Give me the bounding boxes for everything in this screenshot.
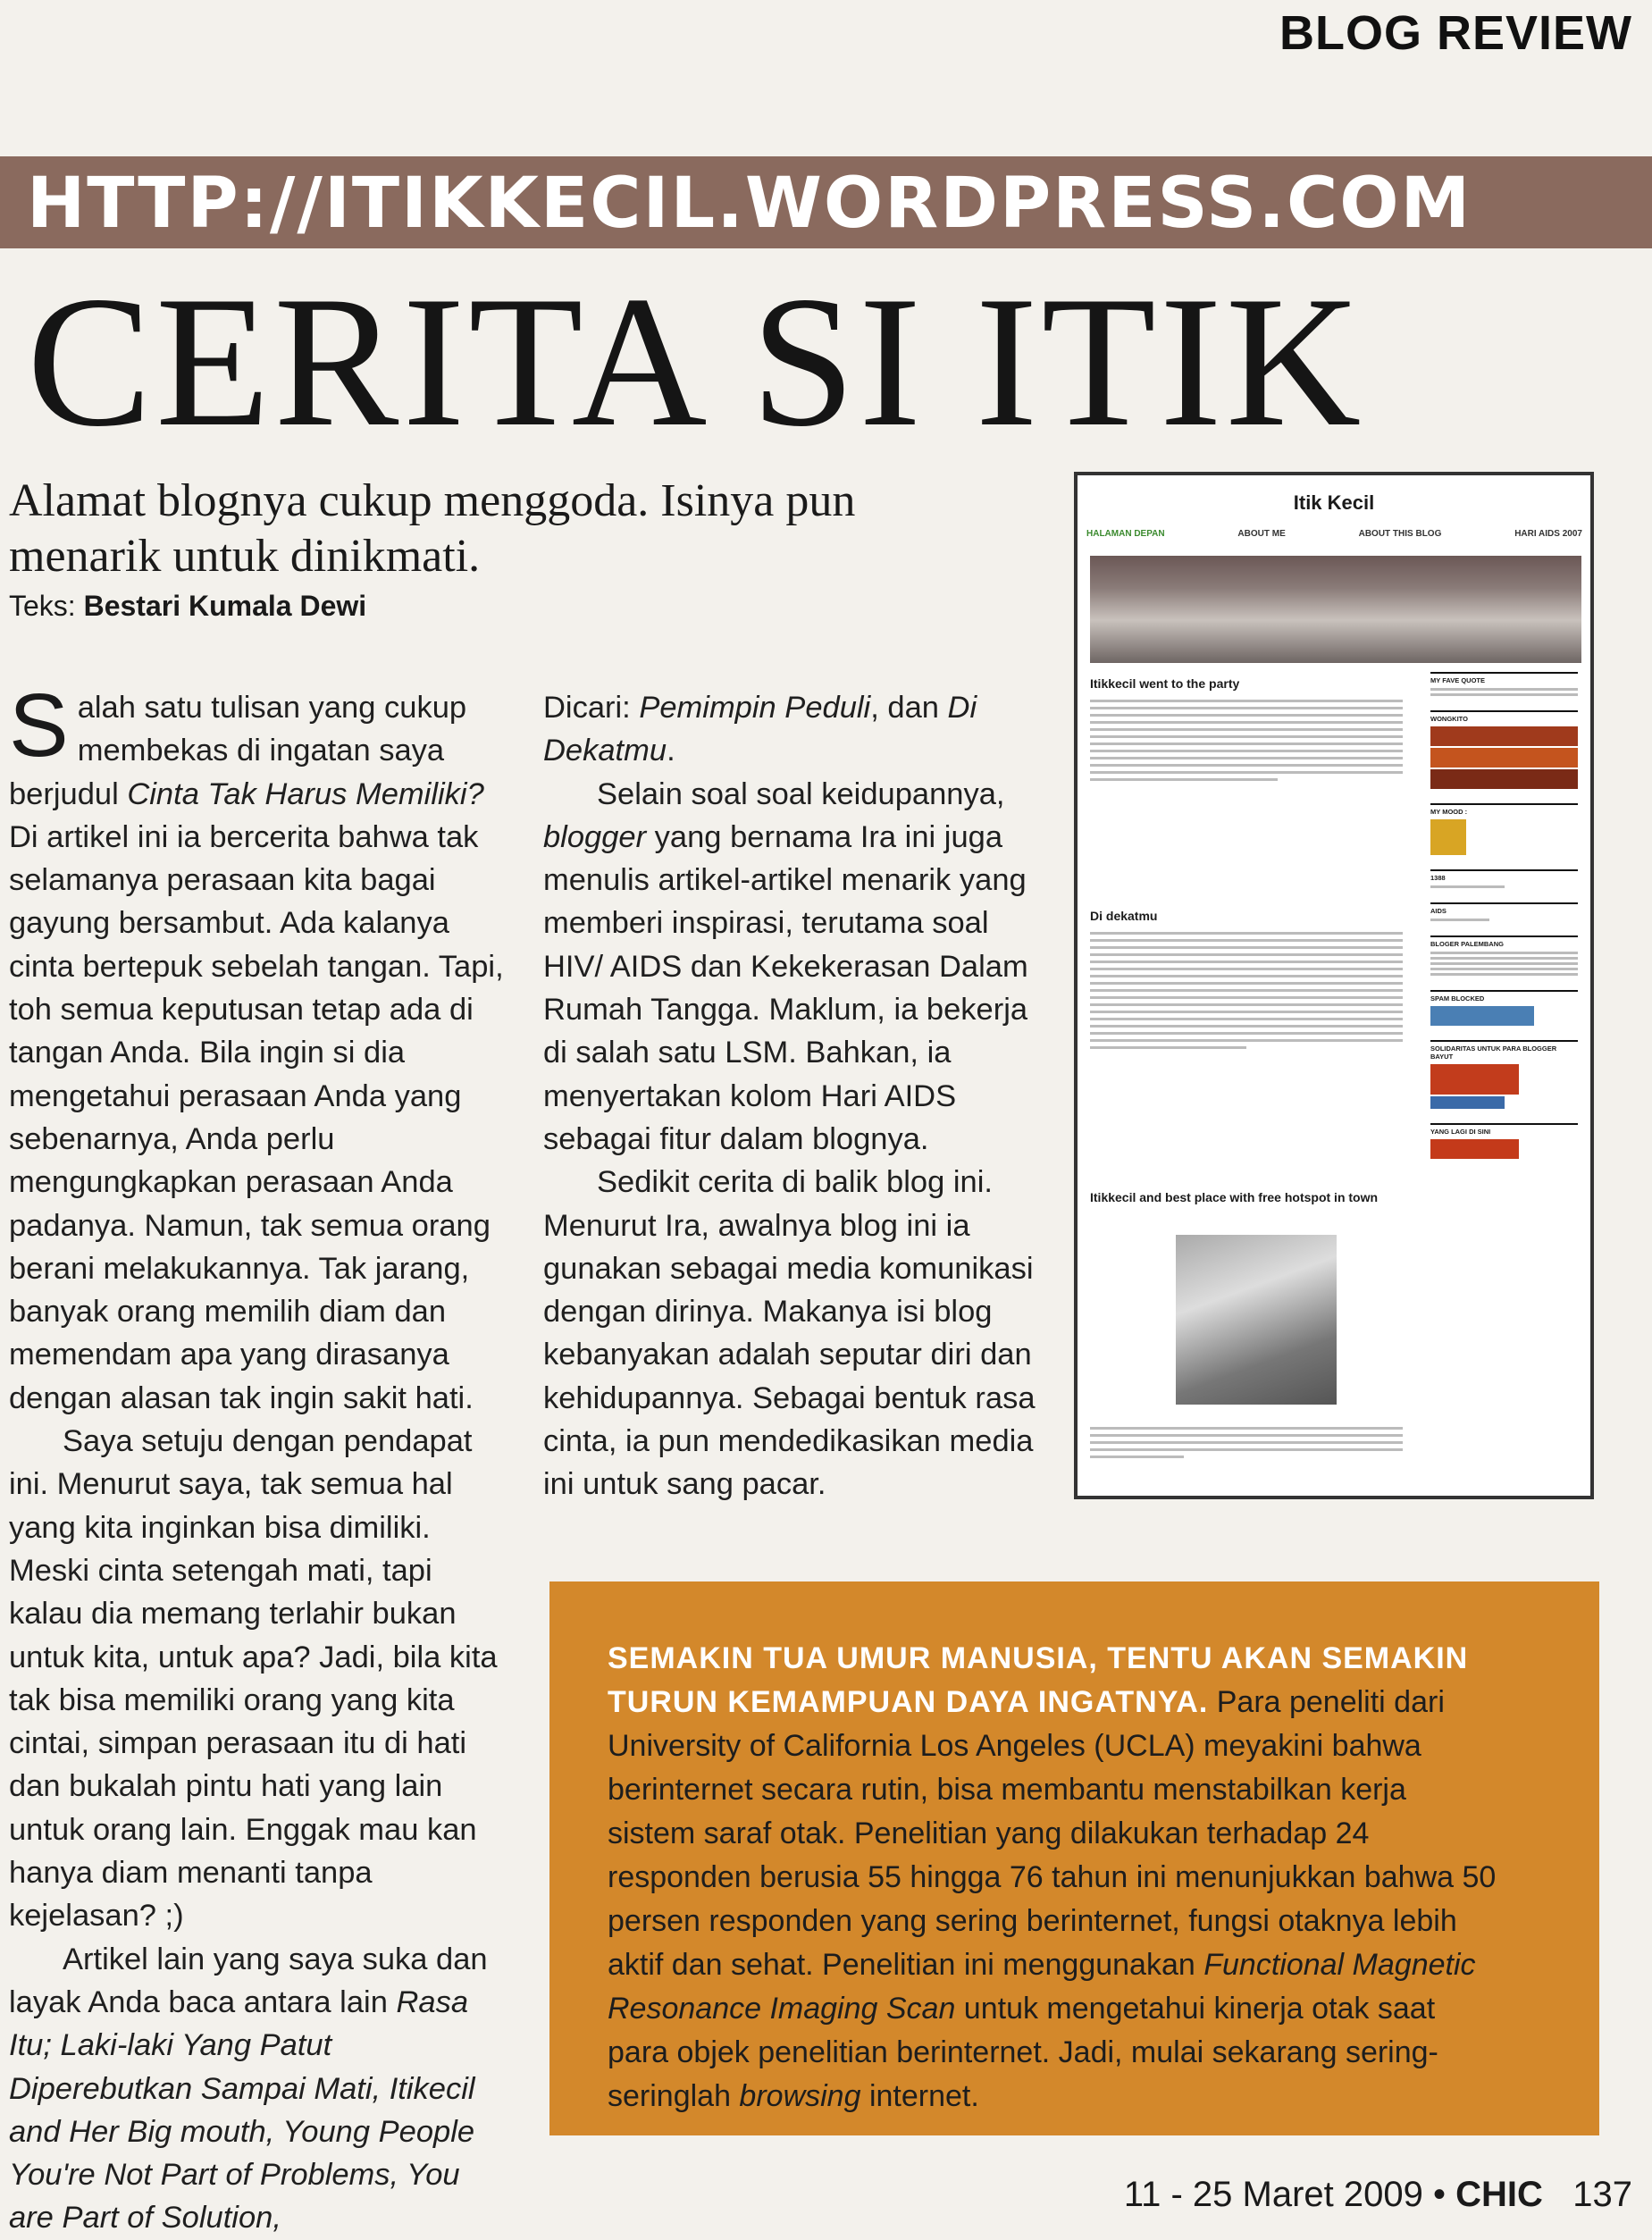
- sidebar-widget: MY FAVE QUOTE: [1430, 672, 1578, 696]
- blog-header-image: [1090, 556, 1581, 663]
- byline-author: Bestari Kumala Dewi: [83, 590, 367, 622]
- blog-nav: [1086, 529, 1582, 549]
- blog-screenshot: [1074, 472, 1594, 1499]
- blog-post: [1090, 676, 1403, 785]
- article-paragraph: Salah satu tulisan yang cukup membekas di ingatan saya berjudul Cinta Tak Harus Memiliki? Di artikel ini ia bercerita bahwa tak selamanya perasaan kita bagai gayung bersambut. Ada kalanya cinta bertepuk sebelah tangan. Tapi, toh semua keputusan tetap ada di tangan Anda. Bila ingin si dia mengetahui perasaan Anda yang sebenarnya, Anda perlu mengungkapkan perasaan Anda padanya. Namun, tak semua orang berani melakukannya. Tak jarang, banyak orang memilih diam dan memendam apa yang dirasanya dengan alasan tak ingin sakit hati.: [9, 675, 504, 1415]
- blog-post-title: Di dekatmu: [1090, 909, 1158, 923]
- sidebar-widget: YANG LAGI DI SINI: [1430, 1123, 1578, 1159]
- blog-post-title: Itikkecil went to the party: [1090, 676, 1240, 691]
- blog-sidebar: [1430, 672, 1578, 1173]
- page-number: 137: [1572, 2175, 1632, 2214]
- article-paragraph: Artikel lain yang saya suka dan layak Anda baca antara lain Rasa Itu; Laki-laki Yang Patut Diperebutkan Sampai Mati, Itikecil and Her Big mouth, Young People You're Not Part of Problems, You are Part of Solution,: [9, 1942, 488, 2236]
- blog-post-excerpt: [1090, 1418, 1403, 1463]
- article-paragraph: Selain soal soal keidupannya, blogger yang bernama Ira ini juga menulis artikel-artikel menarik yang memberi inspirasi, terutama soal HIV/ AIDS dan Kekekerasan Dalam Rumah Tangga. Maklum, ia bekerja di salah satu LSM. Bahkan, ia menyertakan kolom Hari AIDS sebagai fitur dalam blognya.: [543, 776, 1028, 1156]
- page-footer: [1124, 2175, 1632, 2215]
- article-paragraph: Saya setuju dengan pendapat ini. Menurut saya, tak semua hal yang kita inginkan bisa dimiliki. Meski cinta setengah mati, tapi kalau dia memang terlahir bukan untuk kita, untuk apa? Jadi, bila kita tak bisa memiliki orang yang kita cintai, simpan perasaan itu di hati dan bukalah pintu hati yang lain untuk orang lain. Enggak mau kan hanya diam menanti tanpa kejelasan? ;): [9, 1424, 498, 1934]
- sidebar-widget: 1388: [1430, 869, 1578, 888]
- dropcap: S: [9, 675, 69, 776]
- info-callout-text: SEMAKIN TUA UMUR MANUSIA, TENTU AKAN SEMAKIN TURUN KEMAMPUAN DAYA INGATNYA. Para peneliti dari University of California Los Angeles (UCLA) meyakini bahwa berinternet secara rutin, bisa membantu menstabilkan kerja sistem saraf otak. Penelitian yang dilakukan terhadap 24 responden berusia 55 hingga 76 tahun ini menunjukkan bahwa 50 persen responden yang sering berinternet, fungsi otaknya lebih aktif dan sehat. Penelitian ini menggunakan Functional Magnetic Resonance Imaging Scan untuk mengetahui kinerja otak saat para objek penelitian berinternet. Jadi, mulai sekarang sering-seringlah browsing internet.: [608, 1641, 1497, 2113]
- blog-post: [1090, 909, 1403, 1053]
- section-label: BLOG REVIEW: [1279, 6, 1632, 60]
- blog-nav-item: HALAMAN DEPAN: [1086, 529, 1165, 539]
- issue-date: 11 - 25 Maret 2009 •: [1123, 2175, 1446, 2214]
- blog-post-photo: [1176, 1235, 1337, 1405]
- magazine-brand: CHIC: [1455, 2175, 1543, 2214]
- sidebar-widget: BLOGER PALEMBANG: [1430, 935, 1578, 976]
- subtitle: Alamat blognya cukup menggoda. Isinya pun menarik untuk dinikmati.: [9, 475, 856, 582]
- callout-lead: SEMAKIN TUA UMUR MANUSIA, TENTU AKAN SEMAKIN TURUN KEMAMPUAN DAYA INGATNYA.: [608, 1641, 1469, 1719]
- blog-nav-item: HARI AIDS 2007: [1514, 529, 1582, 539]
- sidebar-widget: WONGKITO: [1430, 710, 1578, 789]
- background-bleed-banner: [0, 0, 1251, 134]
- byline-prefix: Teks:: [9, 590, 76, 622]
- blog-nav-item: ABOUT THIS BLOG: [1358, 529, 1442, 539]
- article-column-2: [543, 686, 1044, 1506]
- blog-post-title: Itikkecil and best place with free hotspot in town: [1090, 1190, 1379, 1204]
- article-paragraph: Sedikit cerita di balik blog ini. Menurut Ira, awalnya blog ini ia gunakan sebagai media komunikasi dengan dirinya. Makanya isi blog kebanyakan adalah seputar diri dan kehidupannya. Sebagai bentuk rasa cinta, ia pun mendedikasikan media ini untuk sang pacar.: [543, 1165, 1036, 1502]
- byline: [9, 590, 366, 623]
- background-bleed-footer: [0, 2180, 197, 2227]
- sidebar-widget: MY MOOD :: [1430, 803, 1578, 855]
- sidebar-widget: SPAM BLOCKED: [1430, 990, 1578, 1026]
- blog-nav-item: ABOUT ME: [1237, 529, 1286, 539]
- sidebar-widget: AIDS: [1430, 902, 1578, 921]
- headline: CERITA SI ITIK: [27, 258, 1365, 466]
- sidebar-widget: SOLIDARITAS UNTUK PARA BLOGGER BAYUT: [1430, 1040, 1578, 1109]
- article-column-1: [9, 675, 509, 2240]
- article-paragraph-continued: Dicari: Pemimpin Peduli, dan Di Dekatmu.: [543, 691, 977, 768]
- blog-post: [1090, 1190, 1403, 1204]
- blog-title: Itik Kecil: [1293, 491, 1375, 514]
- blog-url: HTTP://ITIKKECIL.WORDPRESS.COM: [27, 164, 1472, 244]
